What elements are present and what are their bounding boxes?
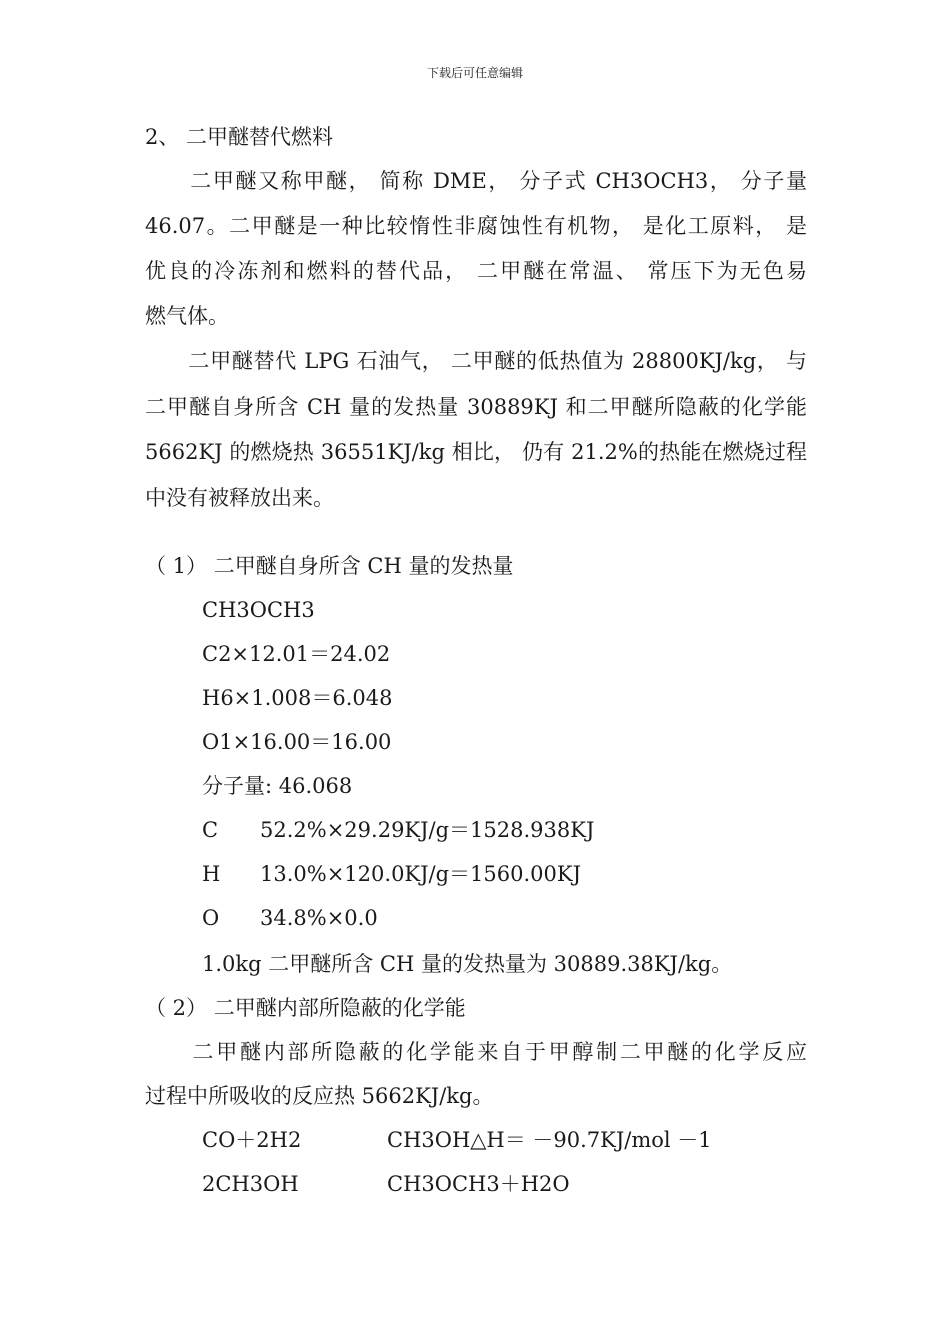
heat-row-element: H [202, 862, 221, 886]
replacement-line: 二甲醚自身所含 CH 量的发热量 30889KJ 和二甲醚所隐蔽的化学能 [145, 395, 807, 419]
heat-row-expression: 13.0%×120.0KJ/g＝1560.00KJ [260, 862, 581, 886]
replacement-line: 5662KJ 的燃烧热 36551KJ/kg 相比， 仍有 21.2%的热能在燃烧过程 [145, 440, 807, 464]
page-header: 下载后可任意编辑 [426, 66, 523, 80]
reaction-left: CO＋2H2 [202, 1128, 302, 1152]
heat-row-expression: 34.8%×0.0 [260, 906, 378, 930]
heat-result: 1.0kg 二甲醚所含 CH 量的发热量为 30889.38KJ/kg。 [202, 952, 733, 976]
reaction-right: CH3OH△H＝ －90.7KJ/mol －1 [387, 1128, 712, 1152]
section-title: 2、 二甲醚替代燃料 [145, 125, 334, 149]
intro-line: 二甲醚又称甲醚， 简称 DME， 分子式 CH3OCH3， 分子量 [145, 169, 807, 193]
intro-line: 46.07。二甲醚是一种比较惰性非腐蚀性有机物， 是化工原料， 是 [145, 214, 807, 238]
heat-row-expression: 52.2%×29.29KJ/g＝1528.938KJ [260, 818, 595, 842]
subsection-2-title: （ 2） 二甲醚内部所隐蔽的化学能 [145, 996, 466, 1020]
reaction-left: 2CH3OH [202, 1172, 299, 1196]
calc-line: H6×1.008＝6.048 [202, 686, 393, 710]
replacement-line: 中没有被释放出来。 [145, 486, 334, 510]
subsection-1-title: （ 1） 二甲醚自身所含 CH 量的发热量 [145, 554, 514, 578]
molecular-weight: 分子量: 46.068 [202, 774, 353, 798]
heat-row-element: C [202, 818, 219, 842]
intro-line: 燃气体。 [145, 304, 229, 328]
formula: CH3OCH3 [202, 598, 315, 622]
sub2-body-line: 二甲醚内部所隐蔽的化学能来自于甲醇制二甲醚的化学反应 [145, 1040, 807, 1064]
replacement-line: 二甲醚替代 LPG 石油气， 二甲醚的低热值为 28800KJ/kg， 与 [145, 349, 807, 373]
calc-line: O1×16.00＝16.00 [202, 730, 392, 754]
reaction-right: CH3OCH3＋H2O [387, 1172, 570, 1196]
heat-row-element: O [202, 906, 220, 930]
sub2-body-line: 过程中所吸收的反应热 5662KJ/kg。 [145, 1084, 494, 1108]
calc-line: C2×12.01＝24.02 [202, 642, 391, 666]
intro-line: 优良的冷冻剂和燃料的替代品， 二甲醚在常温、 常压下为无色易 [145, 259, 807, 283]
